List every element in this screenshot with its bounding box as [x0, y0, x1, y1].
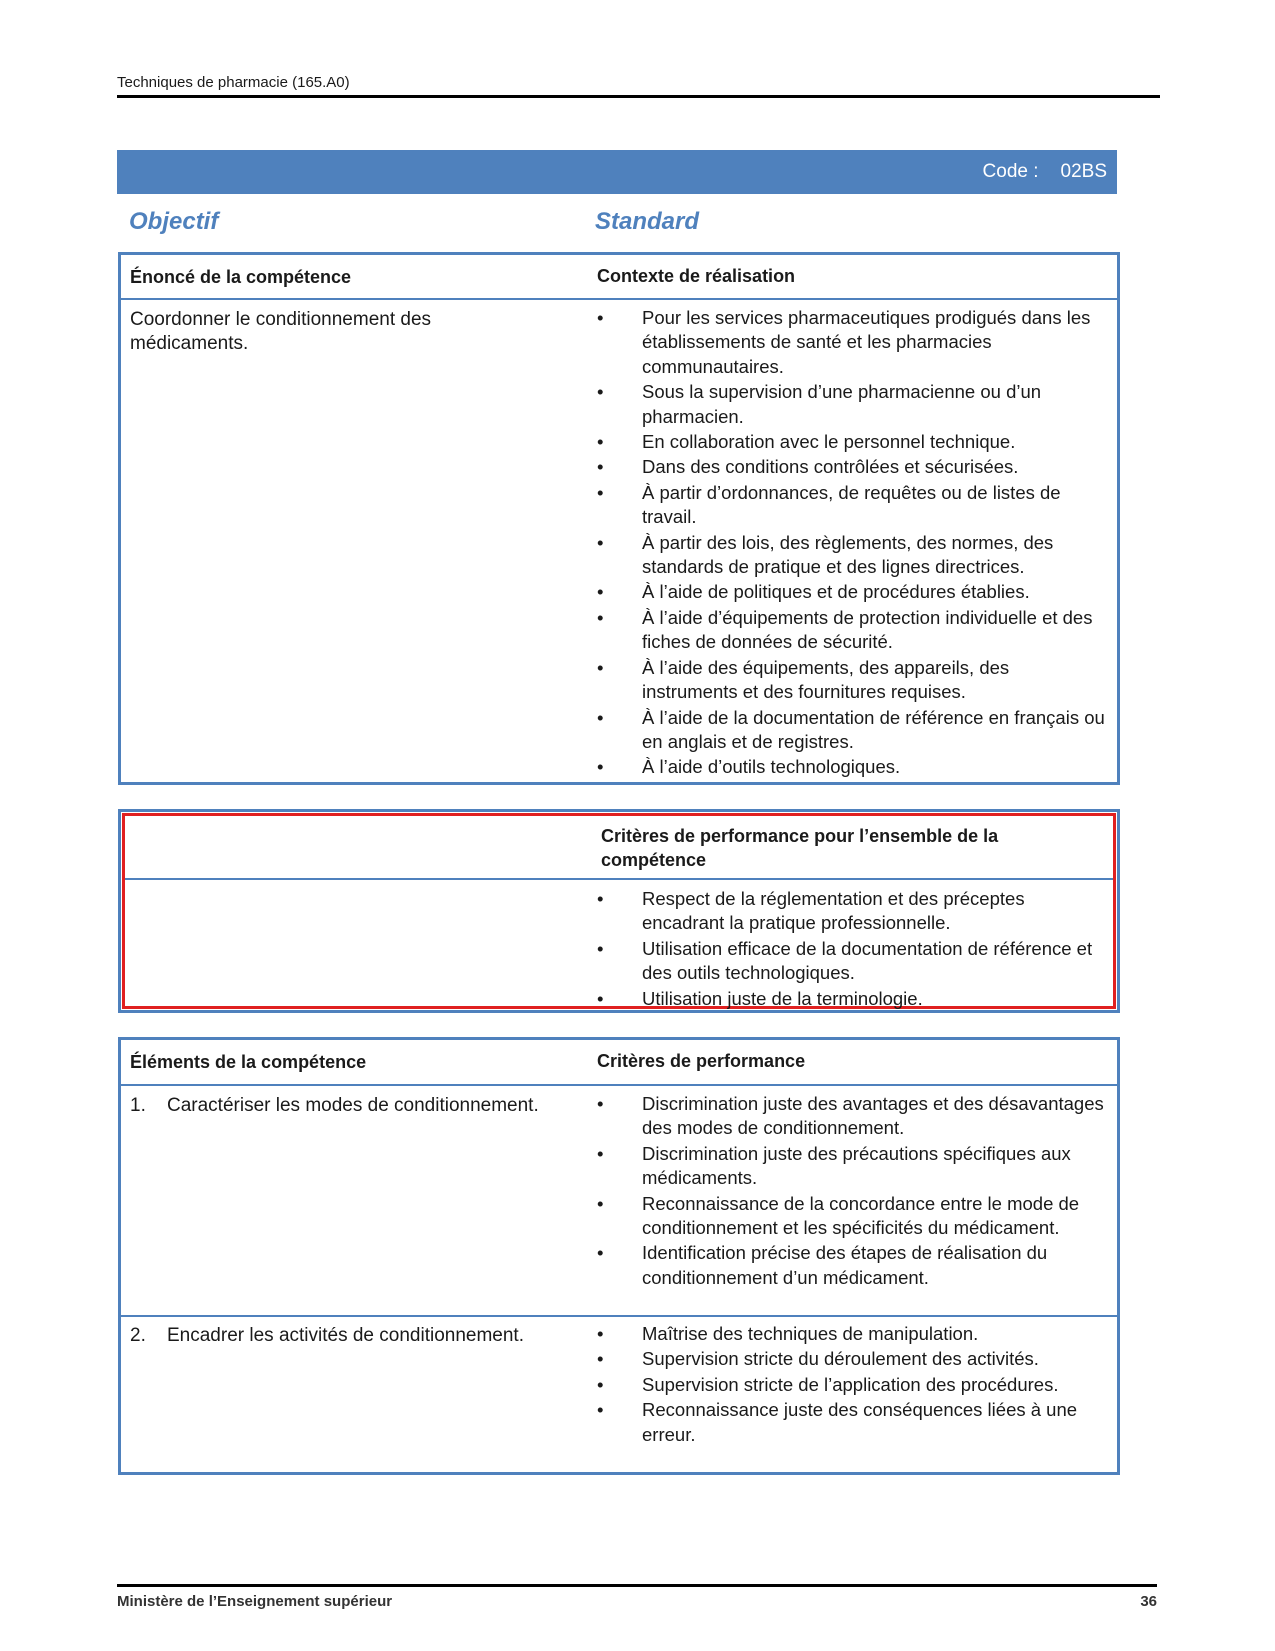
- statement-header: Énoncé de la compétence: [130, 267, 352, 287]
- standard-heading: Standard: [595, 208, 700, 235]
- elements-header-row: [121, 1040, 1117, 1086]
- page-footer: [117, 1584, 1157, 1610]
- bullet-icon: •: [597, 1323, 604, 1344]
- context-item: [597, 755, 1105, 779]
- context-item: [597, 580, 1105, 604]
- element-2-number: 2.: [130, 1325, 146, 1346]
- criterion-item: [597, 1373, 1105, 1397]
- criterion-text: Supervision stricte de l’application des procédures.: [642, 1373, 1059, 1395]
- bullet-icon: •: [597, 1142, 604, 1164]
- context-item: [597, 306, 1105, 379]
- objective-heading: Objectif: [129, 208, 219, 235]
- context-item: [597, 455, 1105, 479]
- criteria-all-highlight: [122, 813, 1116, 1009]
- bullet-icon: •: [597, 656, 604, 678]
- ministry-name: Ministère de l’Enseignement supérieur: [117, 1593, 393, 1610]
- context-text: À l’aide des équipements, des appareils, des instruments et des fournitures requises.: [642, 656, 1010, 703]
- context-item: [597, 531, 1105, 580]
- bullet-icon: •: [597, 1093, 604, 1114]
- context-header: Contexte de réalisation: [597, 266, 796, 286]
- bullet-icon: •: [597, 307, 604, 328]
- criterion-text: Maîtrise des techniques de manipulation.: [642, 1323, 979, 1344]
- criteria-header: Critères de performance: [597, 1051, 806, 1071]
- criterion-text: Utilisation juste de la terminologie.: [642, 987, 923, 1009]
- bullet-icon: •: [597, 1373, 604, 1395]
- criteria-all-header: Critères de performance pour l’ensemble de la compétence: [601, 826, 999, 870]
- element-2: [130, 1324, 570, 1348]
- criteria-all-table: [118, 809, 1120, 1013]
- page-number: 36: [1140, 1593, 1157, 1610]
- bullet-icon: •: [597, 937, 604, 959]
- page-header: [117, 74, 1160, 98]
- context-text: À partir d’ordonnances, de requêtes ou de listes de travail.: [642, 481, 1061, 528]
- competency-statement: Coordonner le conditionnement des médicaments.: [130, 309, 432, 354]
- bullet-icon: •: [597, 1348, 604, 1370]
- criterion-item: [597, 887, 1105, 936]
- context-item: [597, 606, 1105, 655]
- bullet-icon: •: [597, 888, 604, 909]
- context-item: [597, 380, 1105, 429]
- criteria-all-list: [597, 887, 1105, 1012]
- context-text: À l’aide d’outils technologiques.: [642, 756, 901, 778]
- element-2-text: Encadrer les activités de conditionnement.: [167, 1325, 524, 1346]
- criterion-text: Discrimination juste des précautions spécifiques aux médicaments.: [642, 1142, 1071, 1189]
- bullet-icon: •: [597, 1192, 604, 1214]
- bullet-icon: •: [597, 756, 604, 778]
- criteria-all-body-row: [125, 880, 1113, 1009]
- competency-header-row: [121, 255, 1117, 300]
- bullet-icon: •: [597, 431, 604, 453]
- criteria-all-header-row: [125, 816, 1113, 880]
- element-row-2: [121, 1315, 1117, 1473]
- criterion-item: [597, 1347, 1105, 1371]
- criterion-text: Respect de la réglementation et des préceptes encadrant la pratique professionnelle.: [642, 888, 1025, 934]
- element-1-number: 1.: [130, 1095, 146, 1116]
- criterion-item: [597, 937, 1105, 986]
- section-headings: [117, 206, 1117, 238]
- competency-table: [118, 252, 1120, 785]
- elements-table: [118, 1037, 1120, 1475]
- criterion-item: [597, 987, 1105, 1011]
- criterion-text: Identification précise des étapes de réalisation du conditionnement d’un médicament.: [642, 1242, 1048, 1288]
- program-title: Techniques de pharmacie (165.A0): [117, 74, 350, 91]
- context-item: [597, 656, 1105, 705]
- element-1-criteria: [597, 1092, 1105, 1291]
- element-2-criteria: [597, 1322, 1105, 1448]
- context-text: Dans des conditions contrôlées et sécurisées.: [642, 456, 1019, 478]
- bullet-icon: •: [597, 606, 604, 628]
- criterion-item: [597, 1398, 1105, 1447]
- bullet-icon: •: [597, 481, 604, 503]
- competency-body-row: [121, 300, 1117, 780]
- element-1: [130, 1094, 570, 1118]
- criterion-text: Discrimination juste des avantages et des désavantages des modes de conditionnement.: [642, 1093, 1104, 1139]
- criterion-text: Supervision stricte du déroulement des activités.: [642, 1348, 1039, 1370]
- element-1-text: Caractériser les modes de conditionnement.: [167, 1095, 539, 1116]
- code-band: [117, 150, 1117, 194]
- element-row-1: [121, 1086, 1117, 1315]
- context-item: [597, 430, 1105, 454]
- context-item: [597, 706, 1105, 755]
- criterion-item: [597, 1142, 1105, 1191]
- bullet-icon: •: [597, 706, 604, 728]
- elements-header: Éléments de la compétence: [130, 1052, 367, 1072]
- criterion-text: Utilisation efficace de la documentation de référence et des outils technologiques.: [642, 937, 1093, 984]
- context-text: À l’aide de politiques et de procédures établies.: [642, 581, 1030, 603]
- context-text: Sous la supervision d’une pharmacienne ou d’un pharmacien.: [642, 381, 1042, 427]
- bullet-icon: •: [597, 581, 604, 603]
- context-text: En collaboration avec le personnel technique.: [642, 431, 1016, 453]
- criterion-text: Reconnaissance de la concordance entre le mode de conditionnement et les spécificités du médicament.: [642, 1192, 1080, 1239]
- context-item: [597, 481, 1105, 530]
- context-text: À partir des lois, des règlements, des normes, des standards de pratique et des lignes directrices.: [642, 531, 1054, 578]
- context-text: Pour les services pharmaceutiques prodigués dans les établissements de santé et les pharmacies communautaires.: [642, 307, 1091, 377]
- criterion-item: [597, 1192, 1105, 1241]
- context-list: [597, 306, 1105, 781]
- criterion-item: [597, 1092, 1105, 1141]
- bullet-icon: •: [597, 987, 604, 1009]
- criterion-text: Reconnaissance juste des conséquences liées à une erreur.: [642, 1399, 1078, 1445]
- bullet-icon: •: [597, 1242, 604, 1264]
- criterion-item: [597, 1241, 1105, 1290]
- code-label: Code :: [982, 161, 1039, 182]
- bullet-icon: •: [597, 531, 604, 553]
- bullet-icon: •: [597, 456, 604, 478]
- context-text: À l’aide d’équipements de protection individuelle et des fiches de données de sécurité.: [642, 606, 1093, 653]
- bullet-icon: •: [597, 1399, 604, 1421]
- code-value: 02BS: [1060, 161, 1107, 182]
- bullet-icon: •: [597, 381, 604, 403]
- criterion-item: [597, 1322, 1105, 1346]
- context-text: À l’aide de la documentation de référence en français ou en anglais et de registres.: [642, 706, 1105, 752]
